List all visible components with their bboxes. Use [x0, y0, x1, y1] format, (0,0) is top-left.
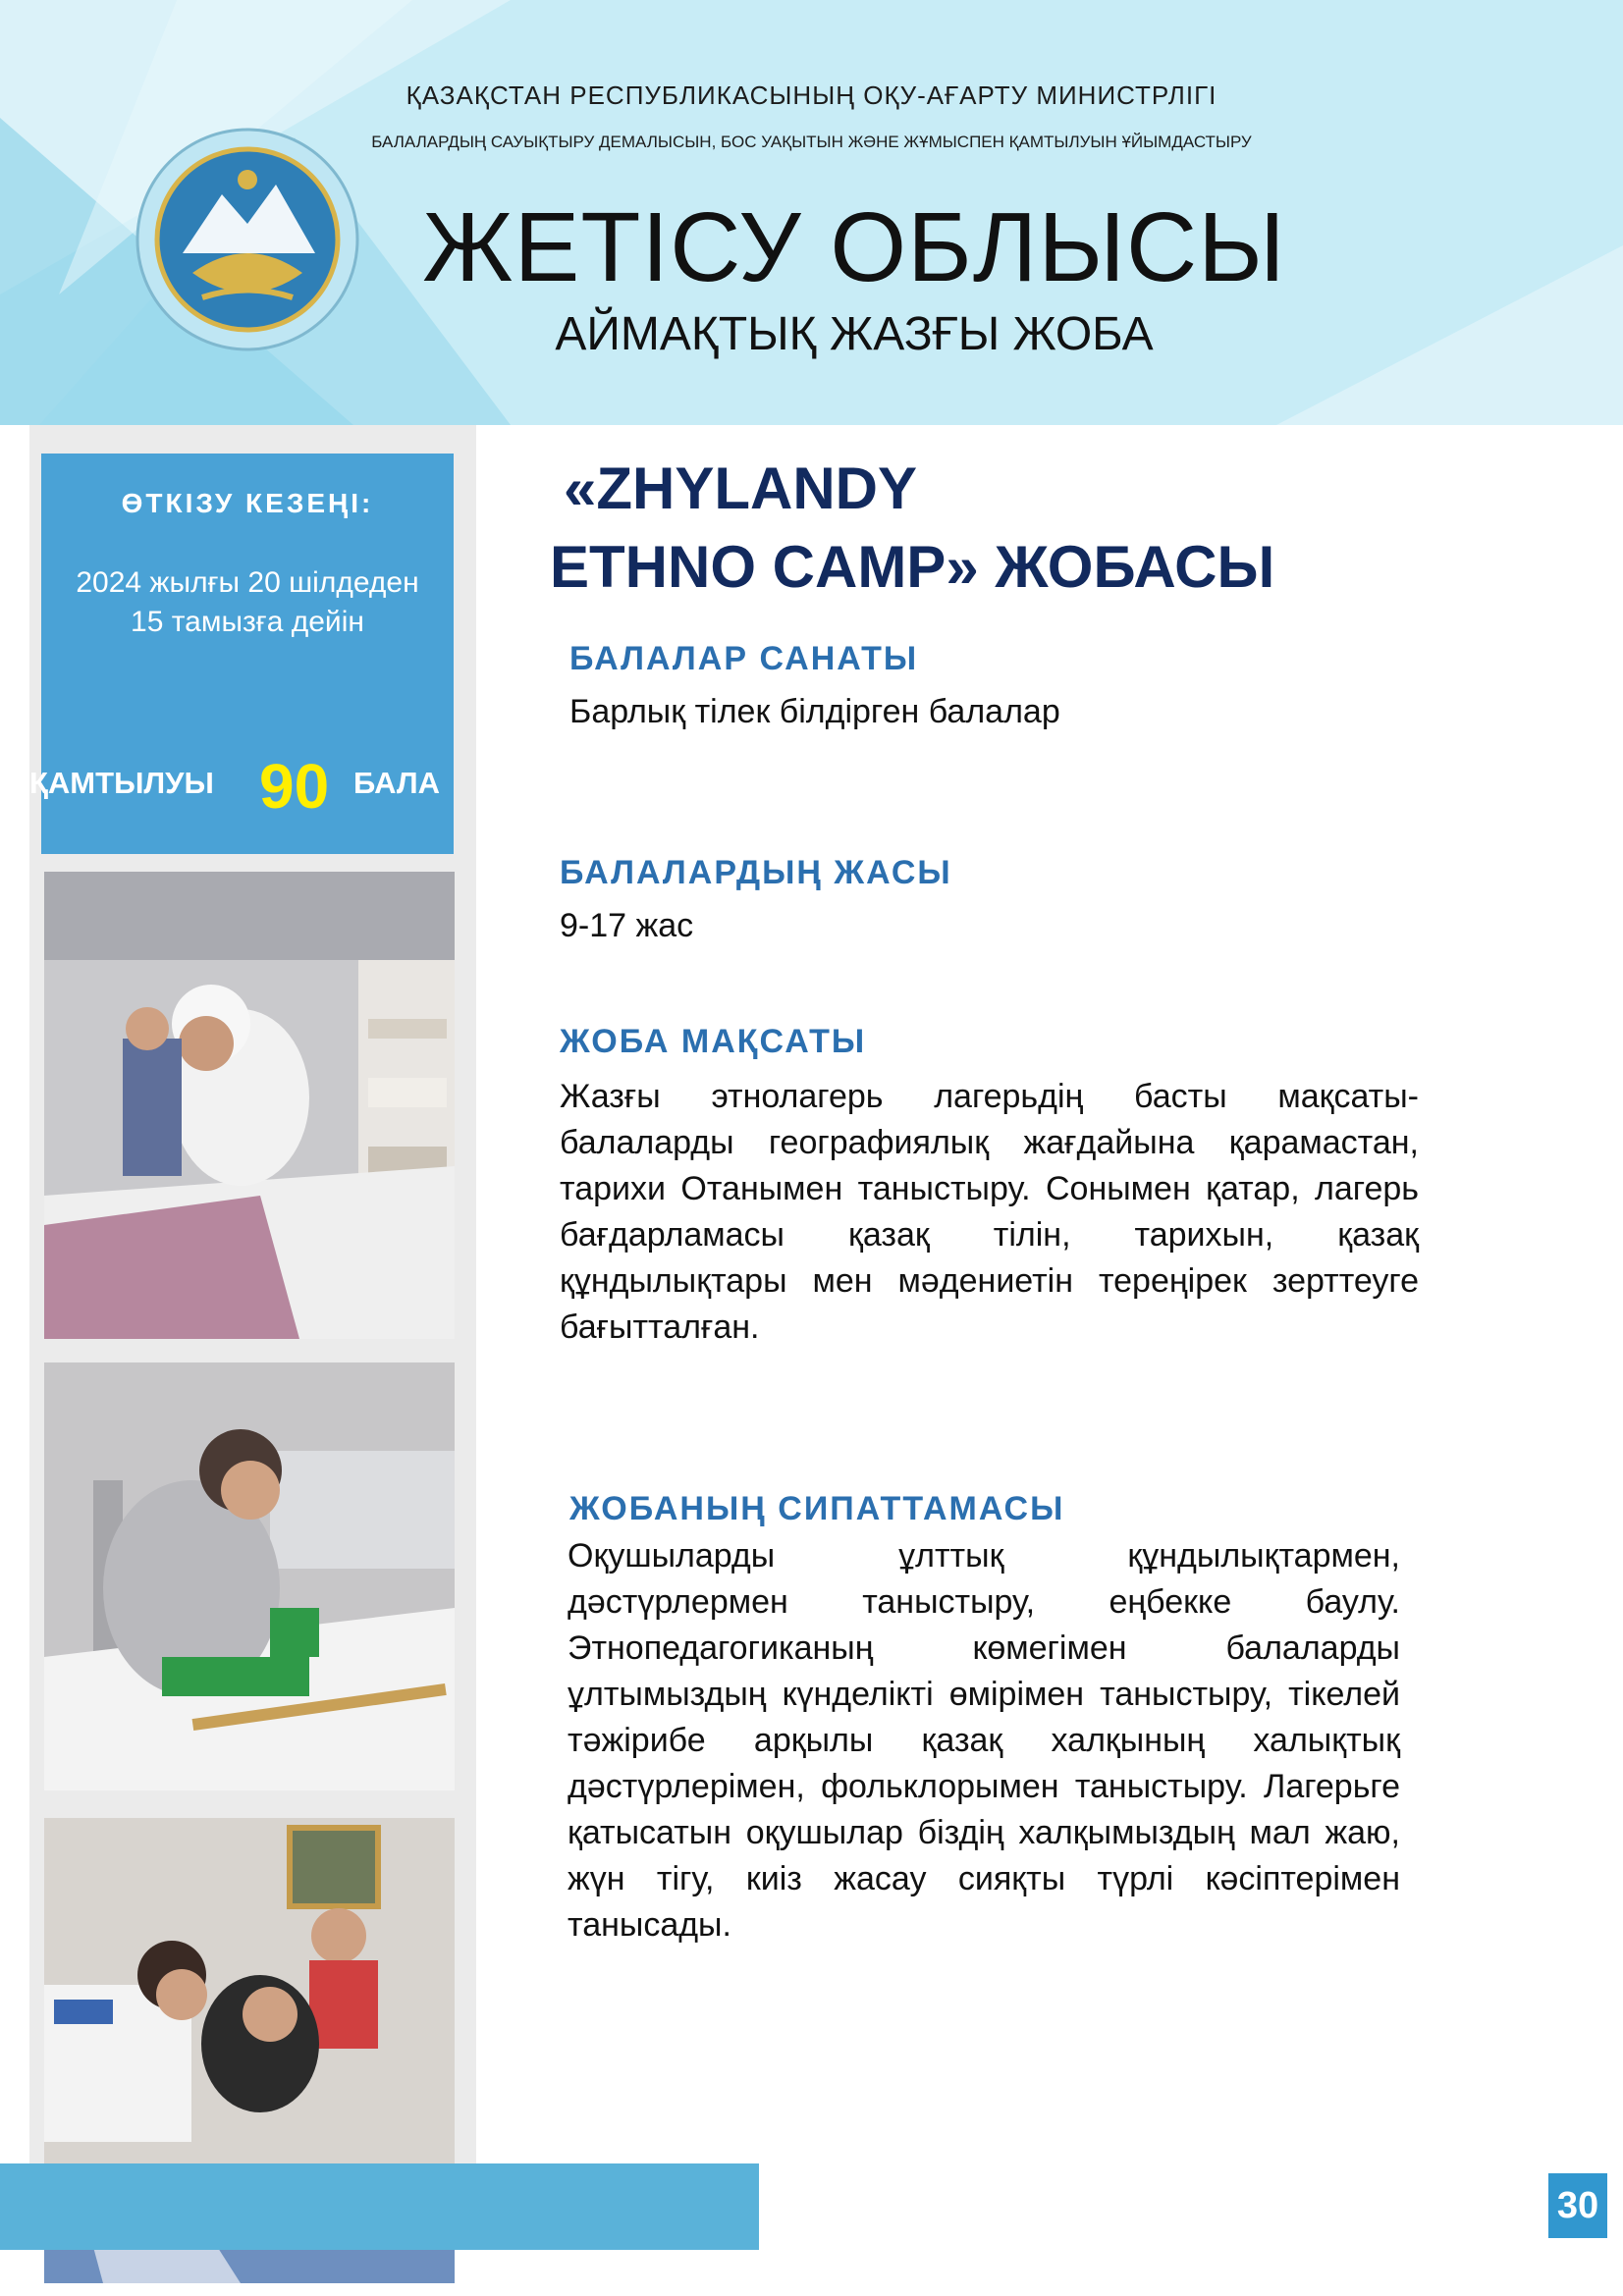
region-subtitle: АЙМАҚТЫҚ ЖАЗҒЫ ЖОБА [555, 308, 1154, 360]
header-banner [0, 0, 1623, 425]
period-line-1: 2024 жылғы 20 шілдеден [76, 566, 419, 599]
project-title-line-1: «ZHYLANDY [564, 455, 918, 521]
footer-bar [0, 2163, 759, 2250]
goal-heading: ЖОБА МАҚСАТЫ [560, 1023, 867, 1060]
organization-name: БАЛАЛАРДЫҢ САУЫҚТЫРУ ДЕМАЛЫСЫН, БОС УАҚЫТЫН ЖӘНЕ ЖҰМЫСПЕН ҚАМТЫЛУЫН ҰЙЫМДАСТЫРУ [371, 133, 1252, 151]
period-label: ӨТКІЗУ КЕЗЕҢІ: [121, 488, 374, 518]
page-number: 30 [1548, 2173, 1607, 2238]
camp-photo-1 [44, 872, 455, 1339]
category-heading: БАЛАЛАР САНАТЫ [569, 640, 919, 677]
coverage-number: 90 [259, 751, 330, 822]
ministry-name: ҚАЗАҚСТАН РЕСПУБЛИКАСЫНЫҢ ОҚУ-АҒАРТУ МИНИСТРЛІГІ [406, 80, 1217, 110]
coverage-unit: БАЛА [353, 766, 441, 800]
period-info-box [29, 454, 454, 854]
age-text: 9-17 жас [560, 907, 694, 944]
project-title [550, 450, 1274, 607]
camp-photo-2 [44, 1362, 455, 1790]
category-text: Барлық тілек білдірген балалар [569, 693, 1060, 730]
period-dates [41, 563, 454, 642]
period-line-2: 15 тамызға дейін [131, 606, 364, 638]
coverage-label: ҚАМТЫЛУЫ [29, 766, 214, 800]
age-heading: БАЛАЛАРДЫҢ ЖАСЫ [560, 854, 952, 891]
region-title: ЖЕТІСУ ОБЛЫСЫ [422, 192, 1286, 302]
goal-text: Жазғы этнолагерь лагерьдің басты мақсаты-балаларды географиялық жағдайына қарамастан, тарихи Отанымен таныстыру. Сонымен қатар, лагерь бағдарламасы қазақ тілін, тарихын, қазақ құндылықтары мен мәдениетін тереңірек зерттеуге бағытталған. [560, 1078, 1419, 1346]
description-heading: ЖОБАНЫҢ СИПАТТАМАСЫ [569, 1490, 1065, 1527]
project-title-line-2: ETHNO CAMP» ЖОБАСЫ [550, 534, 1275, 600]
description-text: Оқушыларды ұлттық құндылықтармен, дәстүрлермен таныстыру, еңбекке баулу. Этнопедагогиканың көмегімен балаларды ұлтымыздың күнделікті өмірімен таныстыру, тікелей тәжірибе арқылы қазақ халқының халықтық дәстүрлерімен, фольклорымен таныстыру. Лагерьге қатысатын оқушылар біздің халқымыздың мал жаю, жүн тігу, киіз жасау сияқты түрлі кәсіптерімен танысады. [568, 1537, 1400, 1944]
